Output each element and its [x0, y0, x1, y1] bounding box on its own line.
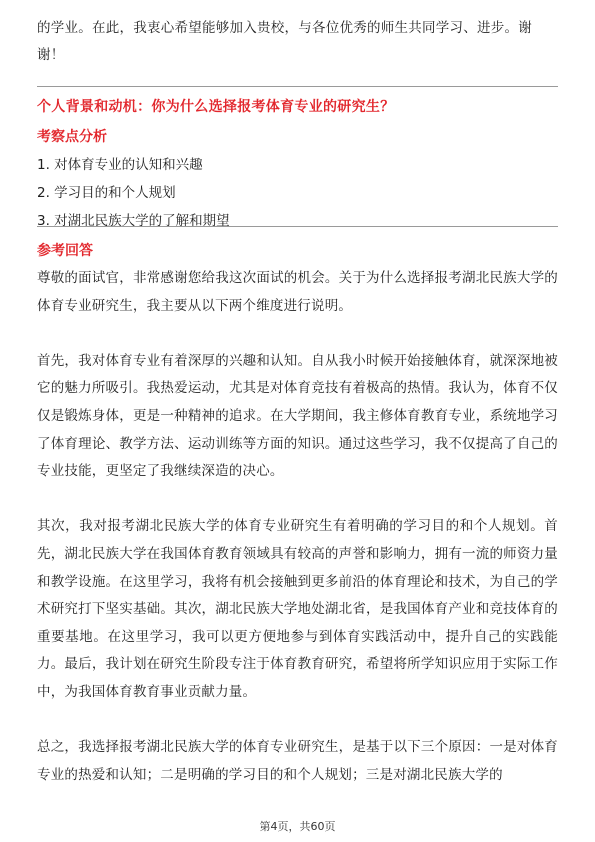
- intro-paragraph: 的学业。在此，我衷心希望能够加入贵校，与各位优秀的师生共同学习、进步。谢谢！: [37, 20, 532, 63]
- document-page: [37, 0, 558, 842]
- divider-top: [37, 86, 558, 87]
- page-number: 第4页，共60页: [259, 820, 336, 833]
- answer-paragraph: 总之，我选择报考湖北民族大学的体育专业研究生，是基于以下三个原因：一是对体育专业的热爱和认知；二是明确的学习目的和个人规划；三是对湖北民族大学的: [37, 739, 558, 783]
- answer-body: [37, 265, 558, 817]
- question-title: 个人背景和动机：你为什么选择报考体育专业的研究生？: [37, 99, 395, 115]
- points-list: [37, 151, 230, 235]
- answer-heading: 参考回答: [37, 243, 93, 259]
- points-heading: 考察点分析: [37, 129, 107, 145]
- answer-paragraph: 尊敬的面试官，非常感谢您给我这次面试的机会。关于为什么选择报考湖北民族大学的体育专业研究生，我主要从以下两个维度进行说明。: [37, 270, 558, 314]
- divider-bottom: [37, 226, 558, 227]
- list-item: 1. 对体育专业的认知和兴趣: [37, 157, 203, 173]
- list-item: 2. 学习目的和个人规划: [37, 185, 176, 201]
- list-item: 3. 对湖北民族大学的了解和期望: [37, 213, 230, 229]
- answer-paragraph: 其次，我对报考湖北民族大学的体育专业研究生有着明确的学习目的和个人规划。首先，湖北民族大学在我国体育教育领域具有较高的声誉和影响力，拥有一流的师资力量和教学设施。在这里学习，我将有机会接触到更多前沿的体育理论和技术，为自己的学术研究打下坚实基础。其次，湖北民族大学地处湖北省，是我国体育产业和竞技体育的重要基地。在这里学习，我可以更方便地参与到体育实践活动中，提升自己的实践能力。最后，我计划在研究生阶段专注于体育教育研究，希望将所学知识应用于实际工作中，为我国体育教育事业贡献力量。: [37, 518, 558, 700]
- answer-paragraph: 首先，我对体育专业有着深厚的兴趣和认知。自从我小时候开始接触体育，就深深地被它的魅力所吸引。我热爱运动，尤其是对体育竞技有着极高的热情。我认为，体育不仅仅是锻炼身体，更是一种精神的追求。在大学期间，我主修体育教育专业，系统地学习了体育理论、教学方法、运动训练等方面的知识。通过这些学习，我不仅提高了自己的专业技能，更坚定了我继续深造的决心。: [37, 352, 558, 480]
